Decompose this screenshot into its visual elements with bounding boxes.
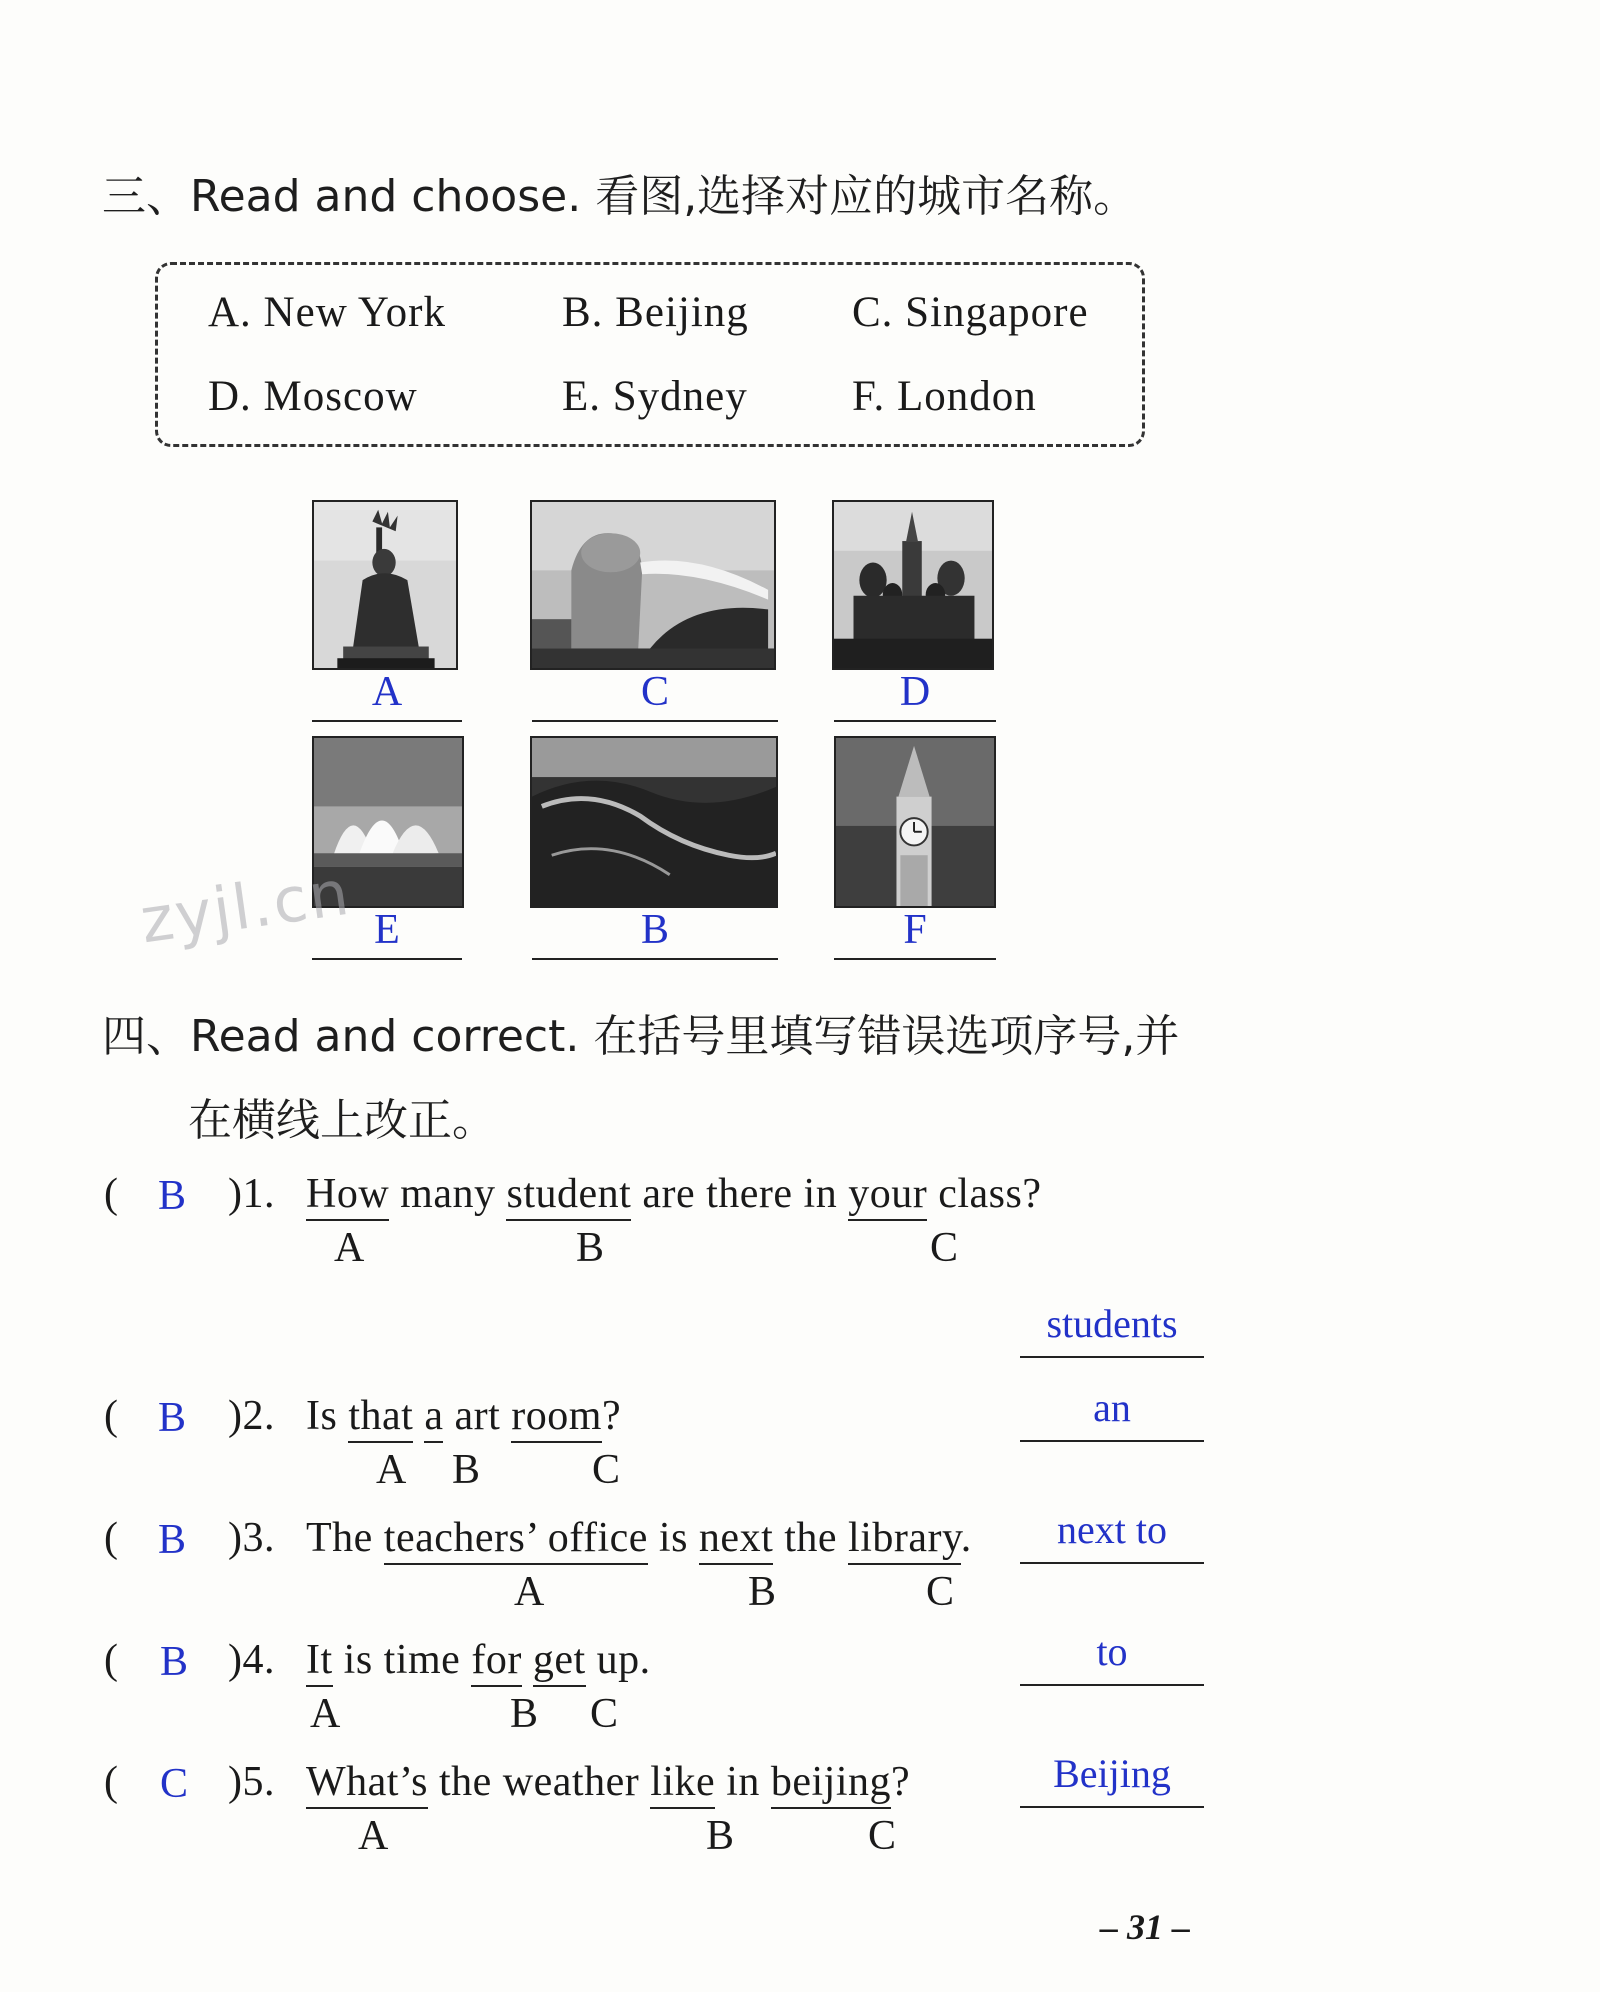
item3-answer: B [158, 1517, 187, 1563]
option-e: E. Sydney [562, 373, 748, 420]
answer-statue-of-liberty: A [371, 669, 403, 715]
item3-word-a: teachers’ office [384, 1515, 648, 1565]
item5-sentence: What’s the weather like in beijing? [306, 1758, 910, 1806]
answer-line [532, 668, 778, 722]
item2-label-a: A [376, 1447, 407, 1493]
item5-word-a: What’s [306, 1759, 428, 1809]
item1-word-a: How [306, 1171, 389, 1221]
item4-word-a: It [306, 1637, 333, 1687]
answer-big-ben: F [903, 907, 927, 953]
section4-heading-line1: 四、Read and correct. 在括号里填写错误选项序号,并 [102, 1011, 1180, 1062]
answer-great-wall: B [640, 907, 669, 953]
item1-label-c: C [930, 1225, 959, 1271]
item4-label-a: A [310, 1691, 341, 1737]
option-c: C. Singapore [852, 289, 1089, 336]
correction-line [1020, 1628, 1204, 1686]
item3-word-c: library [848, 1515, 961, 1565]
item3-sentence: The teachers’ office is next the library. [306, 1514, 972, 1562]
item1-number: )1. [228, 1171, 275, 1217]
item3-correction: next to [1057, 1507, 1167, 1552]
merlion-image [530, 500, 776, 670]
item2-label-b: B [452, 1447, 481, 1493]
great-wall-image [530, 736, 778, 908]
item4-correction: to [1096, 1629, 1128, 1674]
item3-label-b: B [748, 1569, 777, 1615]
answer-line [834, 668, 996, 722]
watermark: zyjl.cn [135, 855, 355, 958]
item5-word-c: beijing [771, 1759, 891, 1809]
answer-line [312, 668, 462, 722]
item4-sentence: It is time for get up. [306, 1636, 651, 1684]
item2-word-b: a [424, 1393, 443, 1443]
item1-sentence: How many student are there in your class? [306, 1170, 1042, 1218]
item4-number: )4. [228, 1637, 275, 1683]
item5-correction: Beijing [1053, 1751, 1171, 1796]
answer-sydney-opera-house: E [374, 907, 400, 953]
item2-answer: B [158, 1395, 187, 1441]
item4-answer: B [160, 1639, 189, 1685]
item2-sentence: Is that a art room? [306, 1392, 621, 1440]
item5-number: )5. [228, 1759, 275, 1805]
item2-number: )2. [228, 1393, 275, 1439]
answer-st-basils: D [899, 669, 931, 715]
section4-heading-line2: 在横线上改正。 [188, 1095, 496, 1146]
item2-correction: an [1093, 1385, 1131, 1430]
statue-of-liberty-image [312, 500, 458, 670]
option-f: F. London [852, 373, 1037, 420]
item1-answer: B [158, 1173, 187, 1219]
item1-label-b: B [576, 1225, 605, 1271]
item4-word-c: get [533, 1637, 586, 1687]
item1-label-a: A [334, 1225, 365, 1271]
item2-word-c: room [511, 1393, 602, 1443]
item3-label-a: A [514, 1569, 545, 1615]
item4-label-c: C [590, 1691, 619, 1737]
item5-label-c: C [868, 1813, 897, 1859]
item5-answer: C [160, 1761, 189, 1807]
option-a: A. New York [208, 289, 446, 336]
option-b: B. Beijing [562, 289, 749, 336]
item2-label-c: C [592, 1447, 621, 1493]
correction-line [1020, 1506, 1204, 1564]
correction-line [1020, 1300, 1204, 1358]
correction-line [1020, 1750, 1204, 1808]
page-number: – 31 – [1100, 1907, 1190, 1947]
big-ben-image [834, 736, 996, 908]
item3-number: )3. [228, 1515, 275, 1561]
correction-line [1020, 1384, 1204, 1442]
answer-line [532, 906, 778, 960]
section3-heading: 三、Read and choose. 看图,选择对应的城市名称。 [102, 171, 1138, 222]
item1-word-b: student [506, 1171, 631, 1221]
item3-label-c: C [926, 1569, 955, 1615]
answer-merlion: C [640, 669, 669, 715]
item4-word-b: for [471, 1637, 521, 1687]
answer-line [834, 906, 996, 960]
item3-word-b: next [699, 1515, 773, 1565]
item2-word-a: that [348, 1393, 413, 1443]
item1-correction: students [1046, 1301, 1178, 1346]
item4-label-b: B [510, 1691, 539, 1737]
item5-label-a: A [358, 1813, 389, 1859]
item5-word-b: like [650, 1759, 715, 1809]
st-basils-cathedral-image [832, 500, 994, 670]
item5-label-b: B [706, 1813, 735, 1859]
option-d: D. Moscow [208, 373, 418, 420]
item1-word-c: your [848, 1171, 927, 1221]
